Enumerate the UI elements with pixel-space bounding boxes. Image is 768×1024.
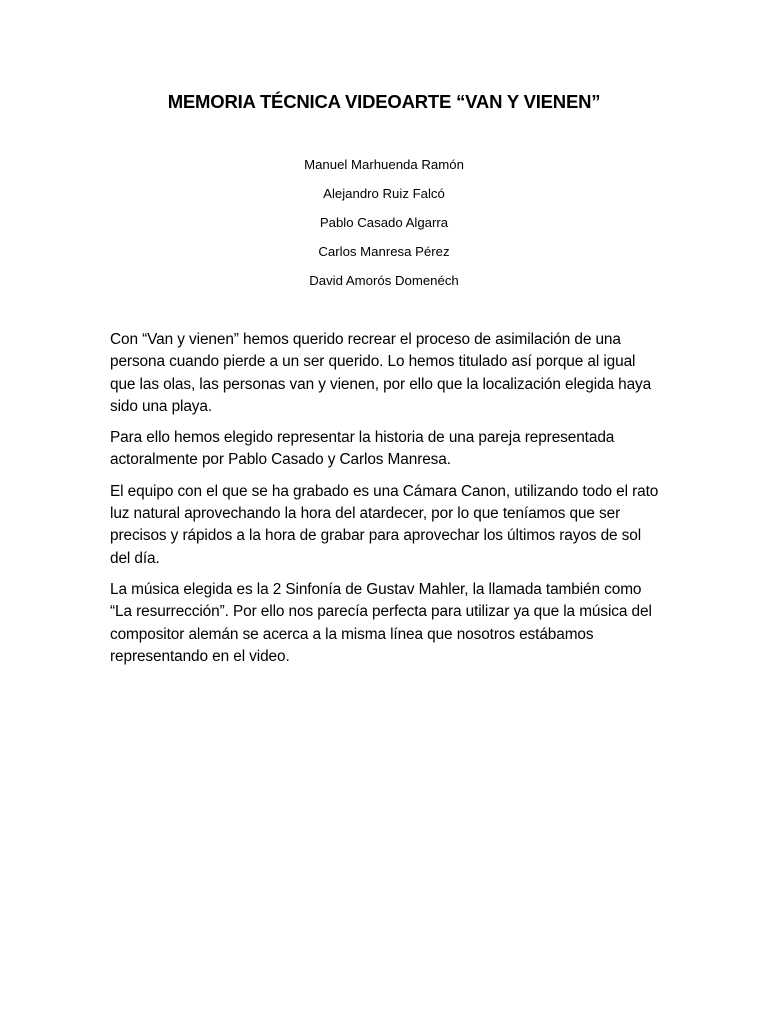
document-body	[110, 329, 662, 677]
document-title: MEMORIA TÉCNICA VIDEOARTE “VAN Y VIENEN”	[167, 91, 601, 112]
body-paragraph: Para ello hemos elegido representar la historia de una pareja representada actoralmente por Pablo Casado y Carlos Manresa.	[110, 429, 615, 469]
body-paragraph: La música elegida es la 2 Sinfonía de Gustav Mahler, la llamada también como “La resurrección”. Por ello nos parecía perfecta para utilizar ya que la música del compositor alemán se acerca a la misma línea que nosotros estábamos representando en el video.	[110, 580, 652, 665]
author-name: David Amorós Domenéch	[309, 273, 459, 288]
author-name: Carlos Manresa Pérez	[318, 244, 450, 259]
author-name: Alejandro Ruiz Falcó	[323, 186, 445, 201]
author-name: Pablo Casado Algarra	[319, 215, 449, 230]
body-paragraph: El equipo con el que se ha grabado es una Cámara Canon, utilizando todo el rato luz natural aprovechando la hora del atardecer, por lo que teníamos que ser precisos y rápidos a la hora de grabar para aprovechar los últimos rayos de sol del día.	[110, 482, 659, 567]
author-name: Manuel Marhuenda Ramón	[304, 157, 464, 172]
body-paragraph: Con “Van y vienen” hemos querido recrear el proceso de asimilación de una persona cuando pierde a un ser querido. Lo hemos titulado así porque al igual que las olas, las personas van y vienen, por ello que la localización elegida haya sido una playa.	[110, 331, 652, 415]
author-list	[0, 156, 768, 301]
